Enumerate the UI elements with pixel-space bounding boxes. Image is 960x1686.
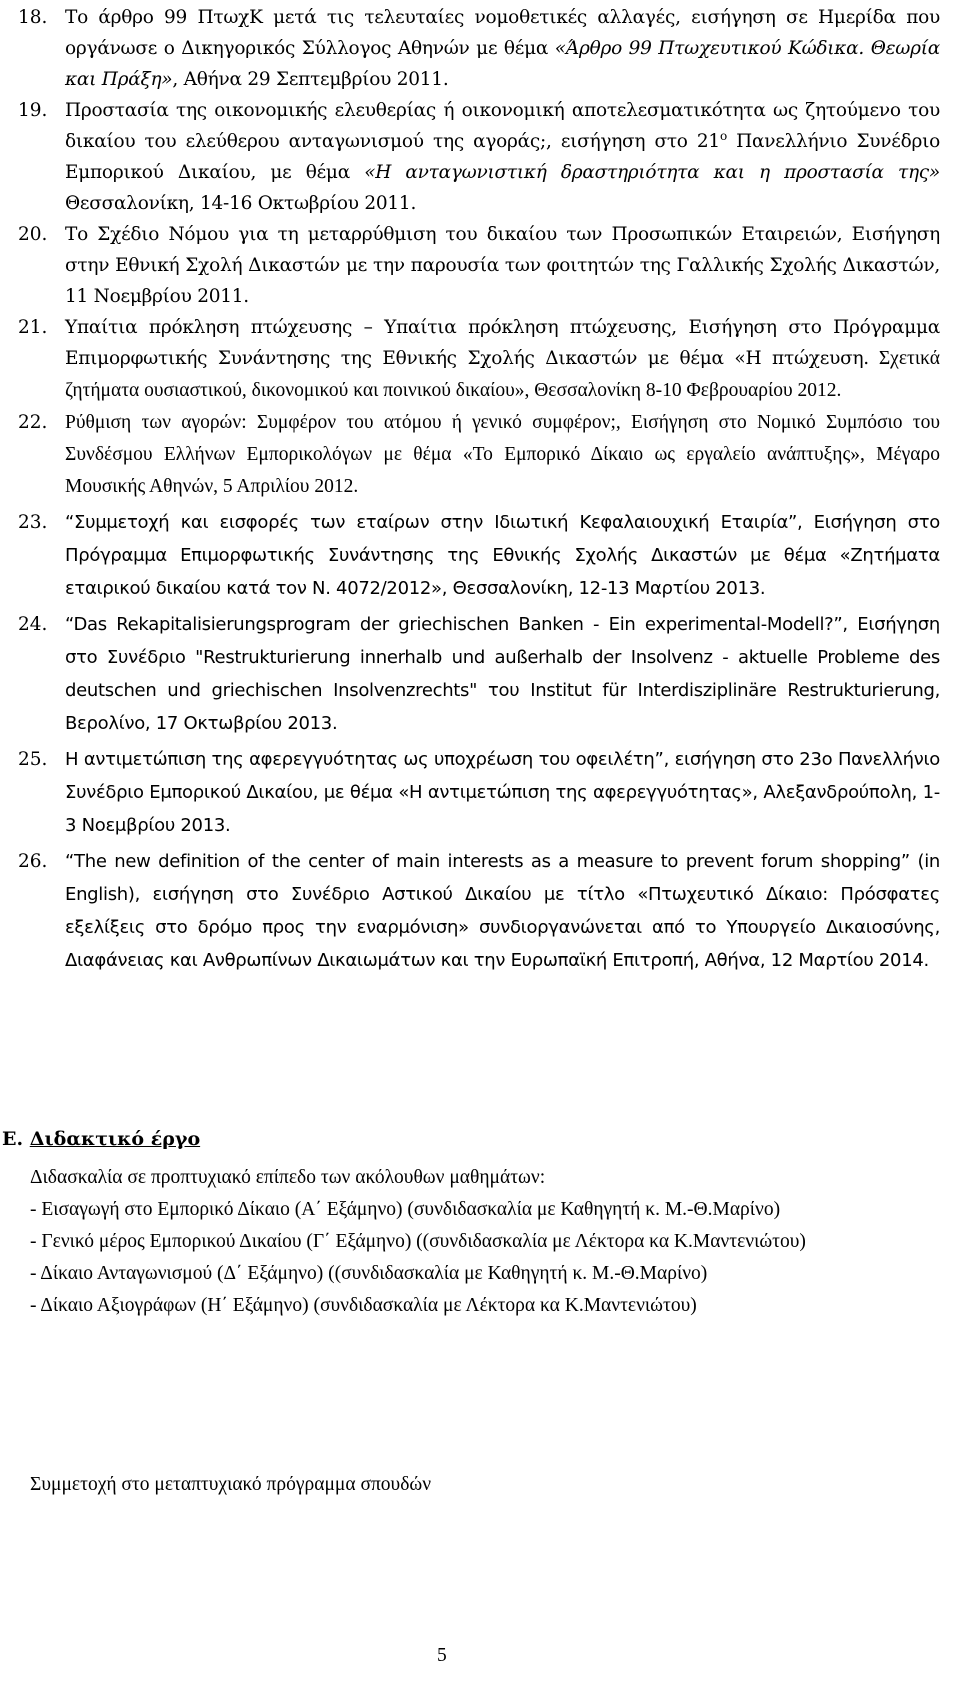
item-number: 26.: [18, 851, 48, 872]
list-item: [18, 608, 940, 740]
list-item: [18, 2, 940, 95]
item-text: Προστασία της οικονομικής ελευθερίας ή οικονομική αποτελεσματικότητα ως ζητούμενο του δικαίου του ελεύθερου ανταγωνισμού της αγοράς;, εισήγηση στο $21^o$ Πανελλήνιο Συνέδριο Εμπορικού Δικαίου, με θέμα «Η ανταγωνιστική δραστηριότητα και η προστασία της» Θεσσαλονίκη, 14-16 Οκτωβρίου 2011.: [65, 100, 941, 214]
lecture-list: [18, 2, 940, 977]
item-number: 19.: [18, 100, 48, 121]
teaching-block: [30, 1162, 890, 1322]
section-title: Διδακτικό έργο: [29, 1128, 201, 1150]
section-heading: [2, 1128, 200, 1150]
course-item: - Δίκαιο Ανταγωνισμού (Δ΄ Εξάμηνο) ((συνδιδασκαλία με Καθηγητή κ. Μ.-Θ.Μαρίνο): [30, 1263, 708, 1284]
list-item: [18, 219, 940, 312]
page-number: 5: [437, 1645, 447, 1666]
list-item: [18, 407, 940, 503]
item-text: “Das Rekapitalisierungsprogram der griechischen Banken - Ein experimental-Modell?”, Εισήγηση στο Συνέδριο "Restrukturierung innerhalb und außerhalb der Insolvenz - aktuelle Probleme des deutschen und griechischen Insolvenzrechts" του Institut für Interdisziplinäre Restrukturierung, Βερολίνο, 17 Οκτωβρίου 2013.: [65, 614, 940, 734]
item-text: Το Σχέδιο Νόμου για τη μεταρρύθμιση του δικαίου των Προσωπικών Εταιρειών, Εισήγηση στην Εθνική Σχολή Δικαστών με την παρουσία των φοιτητών της Γαλλικής Σχολής Δικαστών, 11 Νοεμβρίου 2011.: [65, 224, 940, 307]
postgrad-heading: Συμμετοχή στο μεταπτυχιακό πρόγραμμα σπουδών: [30, 1474, 432, 1495]
list-item: [18, 845, 940, 977]
item-text: Η αντιμετώπιση της αφερεγγυότητας ως υποχρέωση του οφειλέτη”, εισήγηση στο 23ο Πανελλήνιο Συνέδριο Εμπορικού Δικαίου, με θέμα «Η αντιμετώπιση της αφερεγγυότητας», Αλεξανδρούπολη, 1-3 Νοεμβρίου 2013.: [65, 749, 940, 836]
item-number: 23.: [18, 512, 48, 533]
list-item: [18, 743, 940, 842]
item-number: 25.: [18, 749, 48, 770]
course-item: - Εισαγωγή στο Εμπορικό Δίκαιο (Α΄ Εξάμηνο) (συνδιδασκαλία με Καθηγητή κ. Μ.-Θ.Μαρίνο): [30, 1199, 781, 1220]
item-number: 18.: [18, 7, 48, 28]
teaching-intro: Διδασκαλία σε προπτυχιακό επίπεδο των ακόλουθων μαθημάτων:: [30, 1167, 546, 1188]
item-text: Το άρθρο 99 ΠτωχΚ μετά τις τελευταίες νομοθετικές αλλαγές, εισήγηση σε Ημερίδα που οργάνωσε ο Δικηγορικός Σύλλογος Αθηνών με θέμα «Άρθρο 99 Πτωχευτικού Κώδικα. Θεωρία και Πράξη», Αθήνα 29 Σεπτεμβρίου 2011.: [65, 7, 940, 90]
list-item: [18, 312, 940, 407]
item-text: “Συμμετοχή και εισφορές των εταίρων στην Ιδιωτική Κεφαλαιουχική Εταιρία”, Εισήγηση στο Πρόγραμμα Επιμορφωτικής Συνάντησης της Εθνικής Σχολής Δικαστών με θέμα «Ζητήματα εταιρικού δικαίου κατά τον Ν. 4072/2012», Θεσσαλονίκη, 12-13 Μαρτίου 2013.: [65, 512, 940, 599]
course-item: - Δίκαιο Αξιογράφων (Η΄ Εξάμηνο) (συνδιδασκαλία με Λέκτορα κα Κ.Μαντενιώτου): [30, 1295, 697, 1316]
item-text: “The new definition of the center of main interests as a measure to prevent forum shopping” (in English), εισήγηση στο Συνέδριο Αστικού Δικαίου με τίτλο «Πτωχευτικό Δίκαιο: Πρόσφατες εξελίξεις στο δρόμο προς την εναρμόνιση» συνδιοργανώνεται από το Υπουργείο Δικαιοσύνης, Διαφάνειας και Ανθρωπίνων Δικαιωμάτων και την Ευρωπαϊκή Επιτροπή, Αθήνα, 12 Μαρτίου 2014.: [65, 851, 940, 971]
item-text: Ρύθμιση των αγορών: Συμφέρον του ατόμου ή γενικό συμφέρον;, Εισήγηση στο Νομικό Συμπόσιο του Συνδέσμου Ελλήνων Εμπορικολόγων με θέμα «Το Εμπορικό Δίκαιο ως εργαλείο ανάπτυξης», Μέγαρο Μουσικής Αθηνών, 5 Απριλίου 2012.: [65, 412, 940, 497]
course-item: - Γενικό μέρος Εμπορικού Δικαίου (Γ΄ Εξάμηνο) ((συνδιδασκαλία με Λέκτορα κα Κ.Μαντενιώτου): [30, 1231, 806, 1252]
section-letter: Ε.: [2, 1128, 24, 1150]
item-number: 24.: [18, 614, 48, 635]
item-text: Υπαίτια πρόκληση πτώχευσης – Υπαίτια πρόκληση πτώχευσης, Εισήγηση στο Πρόγραμμα Επιμορφωτικής Συνάντησης της Εθνικής Σχολής Δικαστών με θέμα «Η πτώχευση. Σχετικά ζητήματα ουσιαστικού, δικονομικού και ποινικού δικαίου», Θεσσαλονίκη 8-10 Φεβρουαρίου 2012.: [65, 317, 940, 401]
item-number: 21.: [18, 317, 48, 338]
list-item: [18, 95, 940, 219]
list-item: [18, 506, 940, 605]
item-number: 22.: [18, 412, 48, 433]
item-number: 20.: [18, 224, 48, 245]
